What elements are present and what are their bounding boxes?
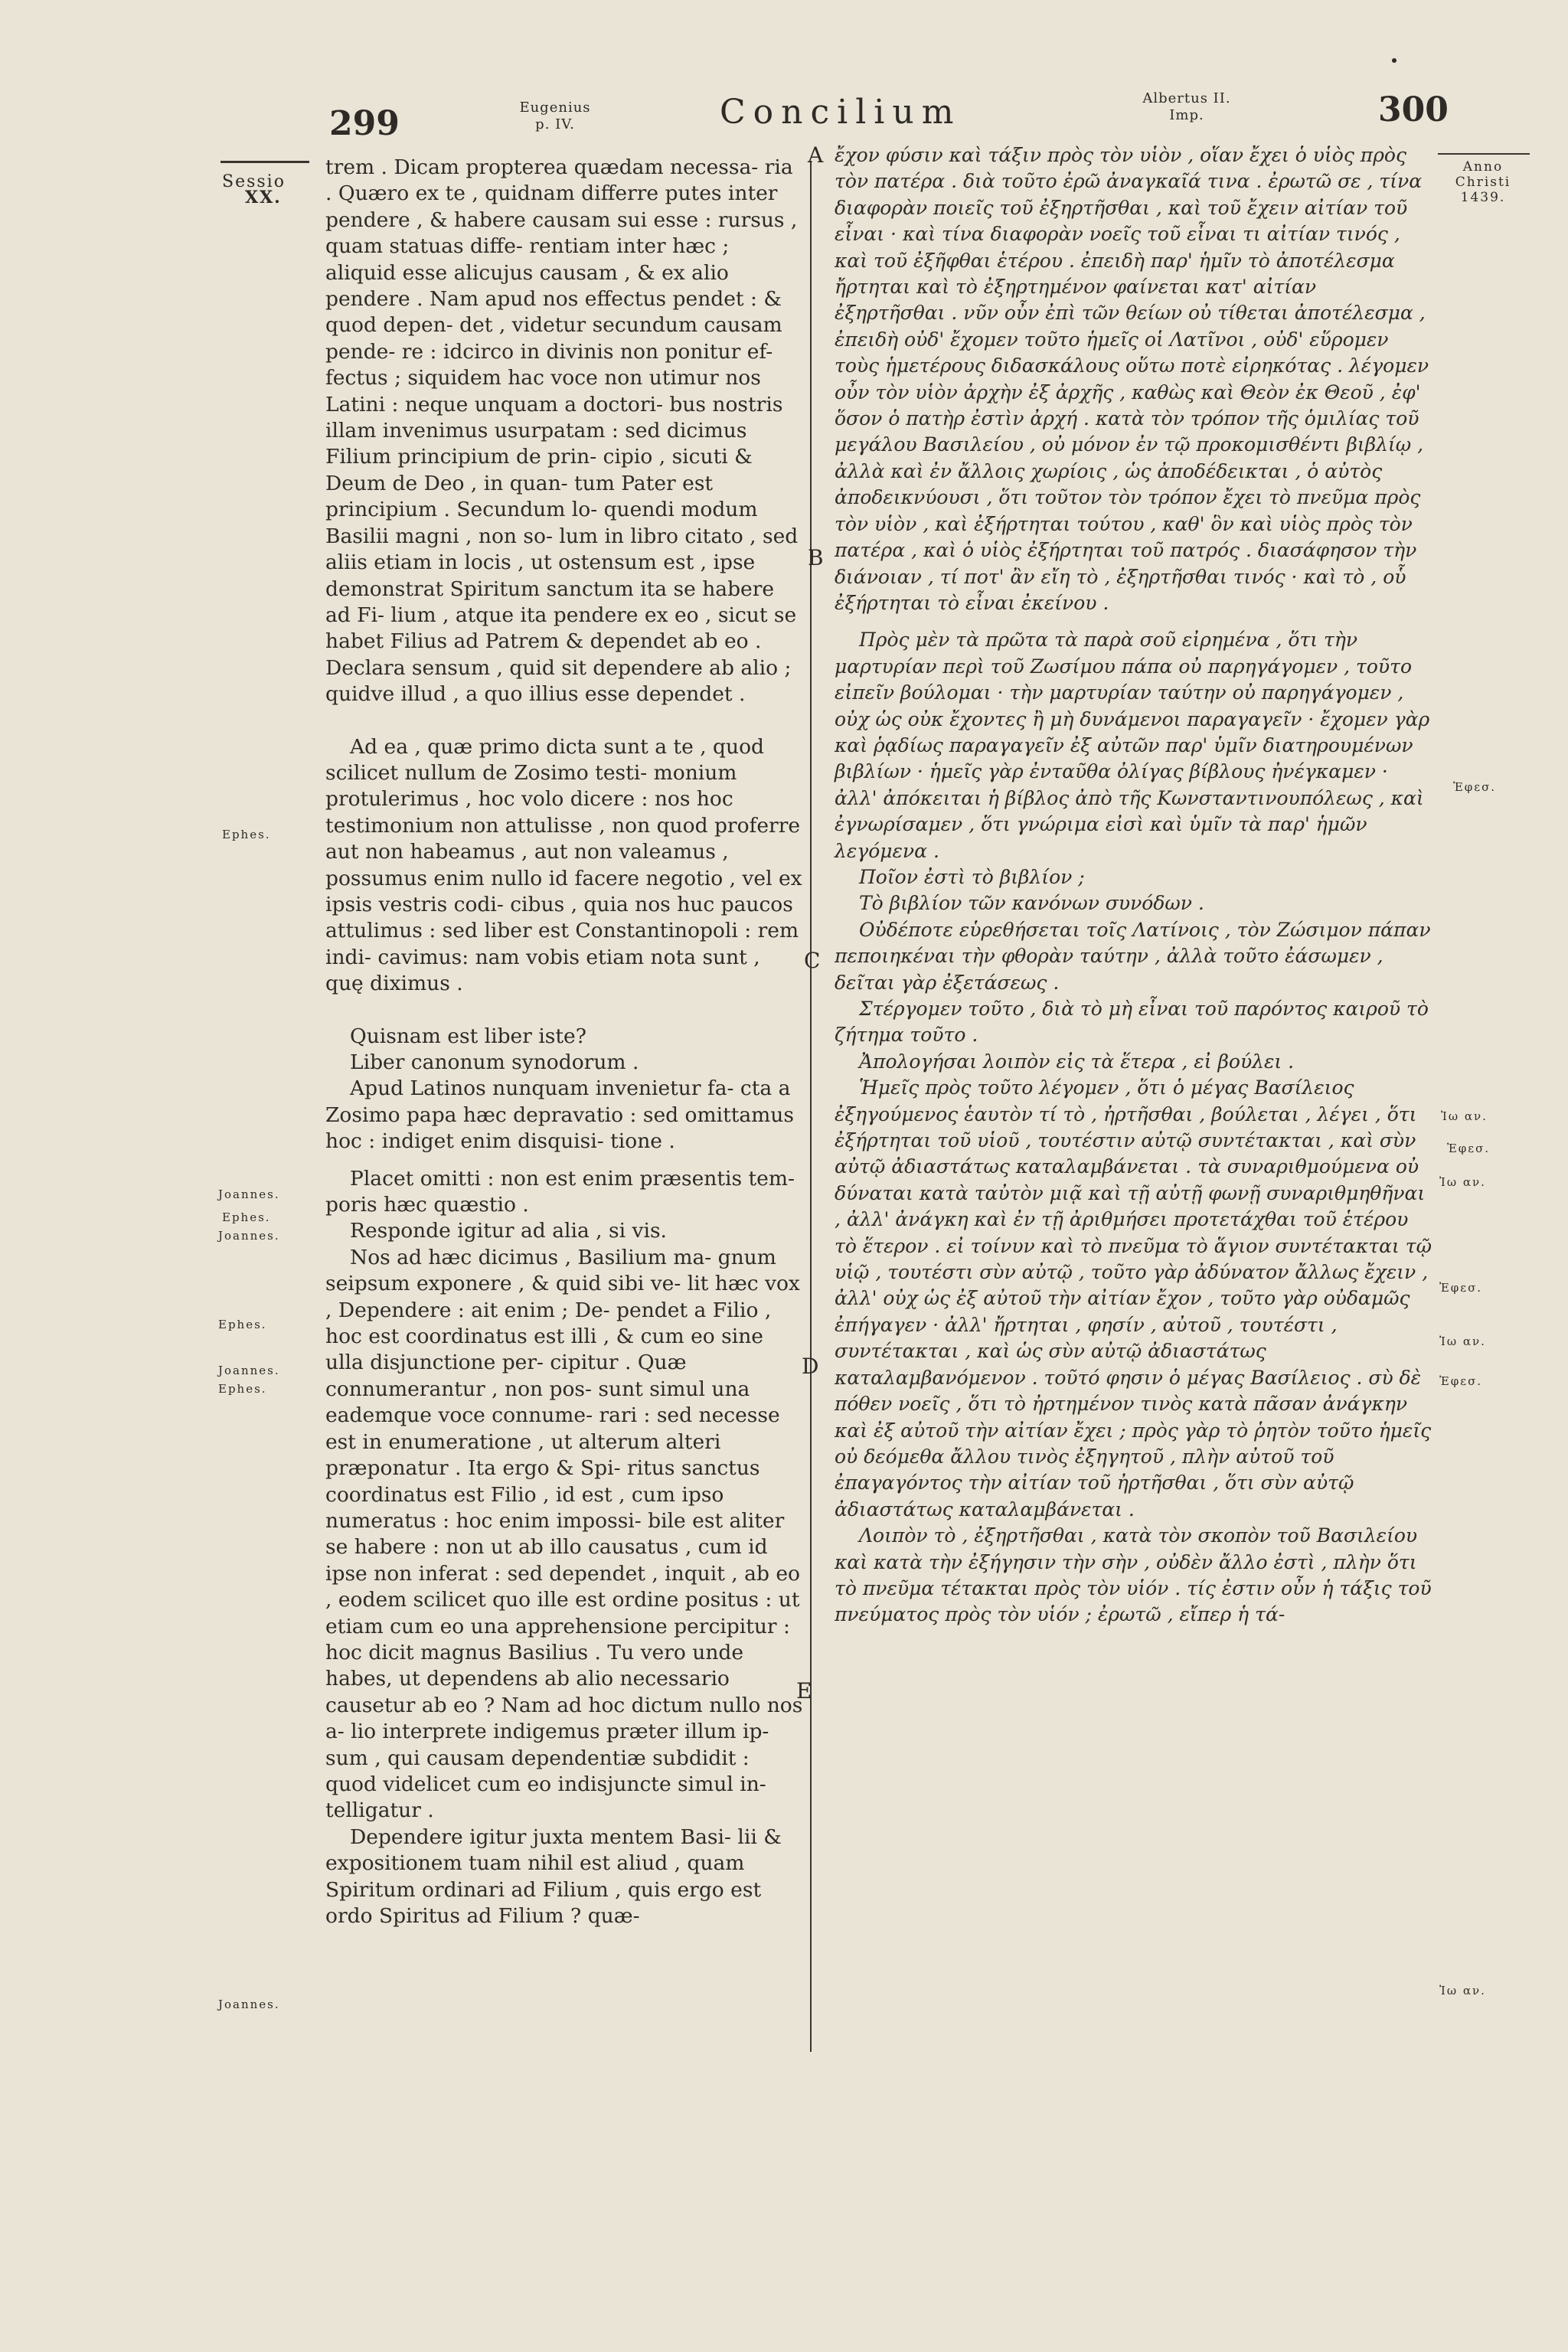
latin-column [325,155,804,1929]
section-letter: A [808,142,824,168]
greek-paragraph: Τὸ βιβλίον τῶν κανόνων συνόδων . [859,892,1204,915]
greek-paragraph: Λοιπὸν τὸ , ἐξηρτῆσθαι , κατὰ τὸν σκοπὸν τοῦ Βασιλείου καὶ κατὰ τὴν ἐξήγησιν τὴν σὴν , οὐδὲν ἄλλο ἐστὶ , πλὴν ὅτι τὸ πνεῦμα τέτακται πρὸς τὸν υἱόν . τίς ἐστιν οὖν ἡ τάξις τοῦ πνεύματος πρὸς τὸν υἱόν ; ἐρωτῶ , εἴπερ ἡ τά- [835,1524,1432,1626]
speaker-ephes: Ephes. [222,828,271,841]
margin-rule-left [220,161,309,163]
session-word: Sessio [222,172,286,191]
speaker-ephes-greek: Ἐφεσ. [1453,780,1497,794]
speaker-joannes: Joannes. [218,1998,280,2011]
latin-paragraph: Ad ea , quæ primo dicta sunt a te , quod scilicet nullum de Zosimo testi- monium protulerimus , hoc volo dicere : nos hoc testimonium non attulisse , non quod proferre aut non habeamus , aut non valeamus , possumus enim nullo id facere negotio , vel ex ipsis vestris codi- cibus , quia nos huc paucos attulimus : sed liber est Constantinopoli : rem indi- cavimus: nam vobis etiam nota sunt , quę diximus . [325,734,802,996]
speaker-joannes-greek: Ἰω αν. [1441,1109,1488,1123]
year-note-year: 1439. [1460,190,1506,205]
speaker-ephes-greek: Ἐφεσ. [1447,1142,1491,1155]
year-note [1441,159,1525,205]
greek-paragraph: Πρὸς μὲν τὰ πρῶτα τὰ παρὰ σοῦ εἰρημένα , ὅτι τὴν μαρτυρίαν περὶ τοῦ Ζωσίμου πάπα οὐ παρηγάγομεν , τοῦτο εἰπεῖν βούλομαι · τὴν μαρτυρίαν ταύτην οὐ παρηγάγομεν , οὐχ ὡς οὐκ ἔχοντες ἢ μὴ δυνάμενοι παραγαγεῖν · ἔχομεν γὰρ καὶ ῥᾳδίως παραγαγεῖν ἐξ αὐτῶν παρ' ὑμῖν διατηρουμένων βιβλίων · ἡμεῖς γὰρ ἐνταῦθα ὀλίγας βίβλους ἠνέγκαμεν · ἀλλ' ἀπόκειται ἡ βίβλος ἀπὸ τῆς Κωνσταντινουπόλεως , καὶ ἐγνωρίσαμεν , ὅτι γνώριμα εἰσὶ καὶ ὑμῖν τὰ παρ' ἡμῶν λεγόμενα . [835,629,1430,862]
speaker-joannes: Joannes. [218,1229,280,1243]
speaker-joannes: Joannes. [218,1364,280,1377]
speaker-ephes: Ephes. [218,1318,267,1331]
speaker-joannes: Joannes. [218,1187,280,1201]
latin-paragraph: Nos ad hæc dicimus , Basilium ma- gnum seipsum exponere , & quid sibi ve- lit hæc vox , Dependere : ait enim ; De- pendet a Filio , hoc est coordinatus est illi , & cum eo sine ulla disjunctione per- cipitur . Quæ connumerantur , non pos- sunt simul una eademque voce connume- rari : sed necesse est in enumeratione , ut alterum alteri præponatur . Ita ergo & Spi- ritus sanctus coordinatus est Filio , id est , cum ipso numeratus : hoc enim impossi- bile est aliter se habere : non ut ab illo causatus , cum id ipse non inferat : sed dependet , inquit , ab eo , eodem scilicet quo ille est ordine positus : ut etiam cum eo una apprehensione percipitur : hoc dicit magnus Basilius . Tu vero unde habes, ut dependens ab alio necessario causetur ab eo ? Nam ad hoc dictum nullo nos a- lio interprete indigemus præter illum ip- sum , qui causam dependentiæ subdidit : quod videlicet cum eo indisjuncte simul in- telligatur . [325,1245,803,1823]
ink-dot [1392,58,1396,63]
left-running-head [501,100,609,133]
latin-paragraph: trem . Dicam propterea quædam necessa- ria . Quæro ex te , quidnam differre putes inter pendere , & habere causam sui esse : rursus , quam statuas diffe- rentiam inter hæc ; aliquid esse alicujus causam , & ex alio pendere . Nam apud nos effectus pendet : & quod depen- det , videtur secundum causam pende- re : idcirco in divinis non ponitur ef- fectus ; siquidem hac voce non utimur nos Latini : neque unquam a doctori- bus nostris illam invenimus usurpatam : sed dicimus Filium principium de prin- cipio , sicuti & Deum de Deo , in quan- tum Pater est principium . Secundum lo- quendi modum Basilii magni , non so- lum in libro citato , sed aliis etiam in locis , ut ostensum est , ipse demonstrat Spiritum sanctum ita se habere ad Fi- lium , atque ita pendere ex eo , sicut se habet Filius ad Patrem & dependet ab eo . Declara sensum , quid sit dependere ab alio ; quidve illud , a quo illius esse dependet . [325,155,799,707]
latin-paragraph: Quisnam est liber iste? [350,1024,586,1048]
left-running-head-line-1: Eugenius [519,100,591,116]
latin-paragraph: Apud Latinos nunquam invenietur fa- cta a Zosimo papa hæc depravatio : sed omittamus hoc : indiget enim disquisi- tione . [325,1076,794,1154]
left-running-head-line-2: p. IV. [535,116,575,132]
latin-paragraph: Dependere igitur juxta mentem Basi- lii & expositionem tuam nihil est aliud , quam Spiritum ordinari ad Filium , quis ergo est ordo Spiritus ad Filium ? quæ- [325,1824,782,1928]
speaker-joannes-greek: Ἰω αν. [1439,1175,1486,1189]
speaker-ephes: Ephes. [222,1210,271,1224]
speaker-ephes-greek: Ἐφεσ. [1439,1374,1483,1388]
greek-paragraph: Ἀπολογήσαι λοιπὸν εἰς τὰ ἕτερα , εἰ βούλει . [859,1050,1295,1073]
section-letter: C [804,948,821,973]
speaker-joannes-greek: Ἰω αν. [1439,1984,1486,1998]
speaker-ephes: Ephes. [218,1382,267,1396]
column-rule [810,161,812,2052]
latin-paragraph: Liber canonum synodorum . [350,1050,639,1074]
page-title: Concilium [720,93,962,132]
margin-rule-right [1438,153,1530,155]
greek-column [835,142,1432,1628]
left-page-number: 299 [329,104,400,143]
speaker-joannes-greek: Ἰω αν. [1439,1334,1486,1348]
paragraph-gap [325,708,804,734]
year-note-anno: Anno [1462,159,1504,175]
year-note-christi: Christi [1455,175,1511,190]
paragraph-gap [325,998,804,1024]
right-page-number: 300 [1378,90,1449,129]
right-running-head [1129,90,1244,124]
section-letter: D [802,1354,819,1379]
paragraph-gap [325,1155,804,1166]
paragraph-gap [835,616,1432,627]
greek-paragraph: Ἡμεῖς πρὸς τοῦτο λέγομεν , ὅτι ὁ μέγας Βασίλειος ἐξηγούμενος ἑαυτὸν τί τὸ , ἠρτῆσθαι , βούλεται , λέγει , ὅτι ἐξήρτηται τοῦ υἱοῦ , τουτέστιν αὐτῷ συντέτακται , καὶ σὺν αὐτῷ ἀδιαστάτως καταλαμβάνεται . τὰ συναριθμούμενα οὐ δύναται κατὰ ταὐτὸν μιᾷ καὶ τῇ αὐτῇ φωνῇ συναριθμηθῆναι , ἀλλ' ἀνάγκη καὶ ἐν τῇ ἀριθμήσει προτετάχθαι τοῦ ἑτέρου τὸ ἕτερον . εἰ τοίνυν καὶ τὸ πνεῦμα τὸ ἅγιον συντέτακται τῷ υἱῷ , τουτέστι σὺν αὐτῷ , τοῦτο γὰρ ἀδύνατον ἄλλως ἔχειν , ἀλλ' οὐχ ὡς ἐξ αὐτοῦ τὴν αἰτίαν ἔχον , τοῦτο γὰρ οὐδαμῶς ἐπήγαγεν · ἀλλ' ἤρτηται , φησίν , αὐτοῦ , τουτέστι , συντέτακται , καὶ ὡς σὺν αὐτῷ ἀδιαστάτως καταλαμβανόμενον . τοῦτό φησιν ὁ μέγας Βασίλειος . σὺ δὲ πόθεν νοεῖς , ὅτι τὸ ἠρτημένον τινὸς κατὰ πᾶσαν ἀνάγκην καὶ ἐξ αὐτοῦ τὴν αἰτίαν ἔχει ; πρὸς γὰρ τὸ ῥητὸν τοῦτο ἡμεῖς οὐ δεόμεθα ἄλλου τινὸς ἐξηγητοῦ , πλὴν αὐτοῦ τοῦ ἐπαγαγόντος τὴν αἰτίαν τοῦ ἠρτῆσθαι , ὅτι σὺν αὐτῷ ἀδιαστάτως καταλαμβάνεται . [835,1076,1432,1521]
session-number: XX. [245,188,282,207]
greek-paragraph: ἔχον φύσιν καὶ τάξιν πρὸς τὸν υἱὸν , οἵαν ἔχει ὁ υἱὸς πρὸς τὸν πατέρα . διὰ τοῦτο ἐρῶ ἀναγκαῖά τινα . ἐρωτῶ σε , τίνα διαφορὰν ποιεῖς τοῦ ἐξηρτῆσθαι , καὶ τοῦ ἔχειν αἰτίαν τοῦ εἶναι · καὶ τίνα διαφορὰν νοεῖς τοῦ εἶναι τι αἰτίαν τινός , καὶ τοῦ ἐξῆφθαι ἑτέρου . ἐπειδὴ παρ' ἡμῖν τὸ ἀποτέλεσμα ἤρτηται καὶ τὸ ἐξηρτημένον φαίνεται κατ' αἰτίαν ἐξηρτῆσθαι . νῦν οὖν ἐπὶ τῶν θείων οὐ τίθεται ἀποτέλεσμα , ἐπειδὴ οὐδ' ἔχομεν τοῦτο ἡμεῖς οἱ Λατῖνοι , οὐδ' εὕρομεν τοὺς ἡμετέρους διδασκάλους οὕτω ποτὲ εἰρηκότας . λέγομεν οὖν τὸν υἱὸν ἀρχὴν ἐξ ἀρχῆς , καθὼς καὶ Θεὸν ἐκ Θεοῦ , ἐφ' ὅσον ὁ πατὴρ ἐστὶν ἀρχή . κατὰ τὸν τρόπον τῆς ὁμιλίας τοῦ μεγάλου Βασιλείου , οὐ μόνον ἐν τῷ προκομισθέντι βιβλίῳ , ἀλλὰ καὶ ἐν ἄλλοις χωρίοις , ὡς ἀποδέδεικται , ὁ αὐτὸς ἀποδεικνύουσι , ὅτι τοῦτον τὸν τρόπον ἔχει τὸ πνεῦμα πρὸς τὸν υἱὸν , καὶ ἐξήρτηται τούτου , καθ' ὃν καὶ υἱὸς πρὸς τὸν πατέρα , καὶ ὁ υἱὸς ἐξήρτηται τοῦ πατρός . διασάφησον τὴν διάνοιαν , τί ποτ' ἂν εἴη τὸ , ἐξηρτῆσθαι τινός · καὶ τὸ , οὗ ἐξήρτηται τὸ εἶναι ἐκείνου . [835,144,1429,614]
right-running-head-line-1: Albertus II. [1142,90,1231,106]
section-letter: B [808,545,824,570]
right-running-head-line-2: Imp. [1169,107,1204,123]
greek-paragraph: Οὐδέποτε εὑρεθήσεται τοῖς Λατίνοις , τὸν Ζώσιμον πάπαν πεποιηκέναι τὴν φθορὰν ταύτην , ἀλλὰ τοῦτο ἐάσωμεν , δεῖται γὰρ ἐξετάσεως . [835,918,1431,994]
section-letter: E [796,1678,812,1704]
speaker-ephes-greek: Ἐφεσ. [1439,1281,1483,1295]
latin-paragraph: Placet omitti : non est enim præsentis tem- poris hæc quæstio . [325,1166,795,1217]
latin-paragraph: Responde igitur ad alia , si vis. [350,1219,667,1243]
greek-paragraph: Στέργομεν τοῦτο , διὰ τὸ μὴ εἶναι τοῦ παρόντος καιροῦ τὸ ζήτημα τοῦτο . [835,998,1429,1047]
greek-paragraph: Ποῖον ἐστὶ τὸ βιβλίον ; [859,865,1085,888]
session-label [222,172,286,207]
